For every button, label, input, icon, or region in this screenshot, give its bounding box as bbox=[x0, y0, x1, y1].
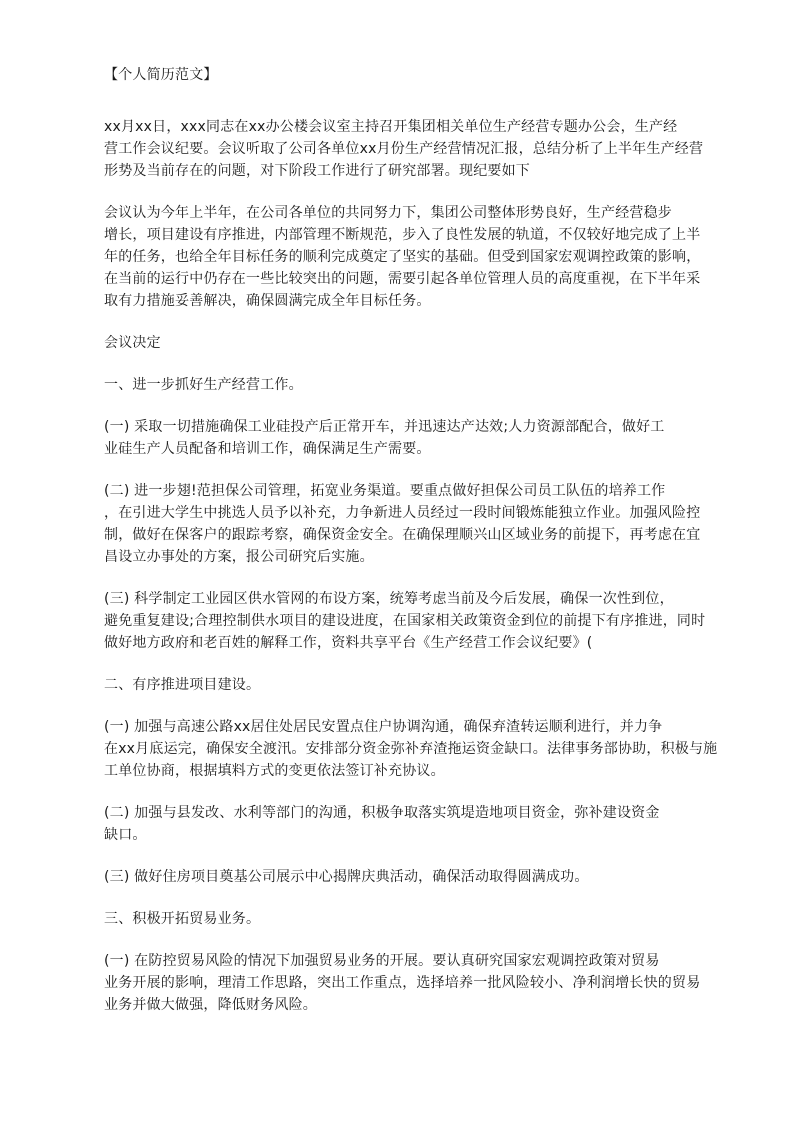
paragraph-gap bbox=[104, 696, 694, 716]
paragraph-line: 三、积极开拓贸易业务。 bbox=[104, 911, 261, 927]
spacer bbox=[104, 86, 694, 116]
document-header: 【个人简历范文】 bbox=[104, 67, 218, 83]
paragraph bbox=[104, 480, 701, 568]
paragraph bbox=[104, 416, 694, 460]
paragraph-line: (一) 加强与高速公路xx居住处居民安置点住户协调沟通，确保弃渣转运顺利进行，并力争 bbox=[104, 719, 663, 735]
document-body bbox=[104, 116, 718, 1016]
paragraph-line: 在当前的运行中仍存在一些比较突出的问题，需要引起各单位管理人员的高度重视，在下半年采 bbox=[104, 271, 701, 287]
paragraph-line: (一) 在防控贸易风险的情况下加强贸易业务的开展。要认真研究国家宏观调控政策对贸易 bbox=[104, 953, 660, 969]
paragraph bbox=[104, 374, 694, 396]
paragraph-gap bbox=[104, 354, 694, 374]
paragraph bbox=[104, 588, 706, 654]
paragraph-line: 避免重复建设;合理控制供水项目的建设进度，在国家相关政策资金到位的前提下有序推进，同时 bbox=[104, 613, 706, 629]
paragraph-gap bbox=[104, 654, 694, 674]
paragraph-gap bbox=[104, 930, 694, 950]
paragraph bbox=[104, 116, 704, 182]
paragraph-line: 在xx月底运完，确保安全渡汛。安排部分资金弥补弃渣拖运资金缺口。法律事务部协助，积极与施 bbox=[104, 741, 718, 757]
paragraph-gap bbox=[104, 568, 694, 588]
paragraph-gap bbox=[104, 846, 694, 866]
paragraph-line: (三) 做好住房项目奠基公司展示中心揭牌庆典活动，确保活动取得圆满成功。 bbox=[104, 869, 589, 885]
paragraph bbox=[104, 332, 694, 354]
paragraph bbox=[104, 674, 694, 696]
paragraph-line: 缺口。 bbox=[104, 827, 147, 843]
paragraph bbox=[104, 802, 694, 846]
paragraph-gap bbox=[104, 460, 694, 480]
paragraph-line: 工单位协商，根据填料方式的变更依法签订补充协议。 bbox=[104, 763, 445, 779]
paragraph-line: 会议认为今年上半年，在公司各单位的共同努力下，集团公司整体形势良好，生产经营稳步 bbox=[104, 205, 672, 221]
paragraph bbox=[104, 908, 694, 930]
paragraph bbox=[104, 950, 701, 1016]
paragraph-line: 业硅生产人员配备和培训工作，确保满足生产需要。 bbox=[104, 441, 431, 457]
paragraph-line: 业务开展的影响，理清工作思路，突出工作重点，选择培养一批风险较小、净利润增长快的贸易 bbox=[104, 975, 701, 991]
paragraph-line: (三) 科学制定工业园区供水管网的布设方案，统筹考虑当前及今后发展，确保一次性到位， bbox=[104, 591, 674, 607]
paragraph-gap bbox=[104, 782, 694, 802]
paragraph-line: 增长，项目建设有序推进，内部管理不断规范，步入了良性发展的轨道，不仅较好地完成了上半 bbox=[104, 227, 701, 243]
paragraph-line: (二) 加强与县发改、水利等部门的沟通，积极争取落实筑堤造地项目资金，弥补建设资金 bbox=[104, 805, 660, 821]
paragraph-line: 一、进一步抓好生产经营工作。 bbox=[104, 377, 303, 393]
paragraph-line: 营工作会议纪要。会议听取了公司各单位xx月份生产经营情况汇报，总结分析了上半年生产经营 bbox=[104, 141, 704, 157]
paragraph bbox=[104, 866, 694, 888]
paragraph-line: 做好地方政府和老百姓的解释工作，资料共享平台《生产经营工作会议纪要》( bbox=[104, 635, 593, 651]
paragraph-line: 二、有序推进项目建设。 bbox=[104, 677, 261, 693]
paragraph-line: 业务并做大做强，降低财务风险。 bbox=[104, 997, 317, 1013]
paragraph-line: 取有力措施妥善解决，确保圆满完成全年目标任务。 bbox=[104, 293, 431, 309]
paragraph-gap bbox=[104, 396, 694, 416]
paragraph-line: 昌设立办事处的方案，报公司研究后实施。 bbox=[104, 549, 374, 565]
paragraph-line: 会议决定 bbox=[104, 335, 161, 351]
paragraph-line: (二) 进一步翅!范担保公司管理，拓宽业务渠道。要重点做好担保公司员工队伍的培养工作 bbox=[104, 483, 666, 499]
paragraph bbox=[104, 202, 701, 312]
paragraph-line: (一) 采取一切措施确保工业硅投产后正常开车，并迅速达产达效;人力资源部配合，做好工 bbox=[104, 419, 665, 435]
document-page bbox=[104, 64, 718, 1016]
paragraph-line: 形势及当前存在的问题，对下阶段工作进行了研究部署。现纪要如下 bbox=[104, 163, 530, 179]
paragraph-line: ，在引进大学生中挑选人员予以补充，力争新进人员经过一段时间锻炼能独立作业。加强风险控 bbox=[104, 505, 701, 521]
paragraph-gap bbox=[104, 888, 694, 908]
paragraph-gap bbox=[104, 182, 694, 202]
paragraph-line: xx月xx日，xxx同志在xx办公楼会议室主持召开集团相关单位生产经营专题办公会，生产经 bbox=[104, 119, 678, 135]
paragraph-gap bbox=[104, 312, 694, 332]
paragraph-line: 制，做好在保客户的跟踪考察，确保资金安全。在确保理顺兴山区域业务的前提下，再考虑在宜 bbox=[104, 527, 701, 543]
paragraph-line: 年的任务，也给全年目标任务的顺利完成奠定了坚实的基础。但受到国家宏观调控政策的影响， bbox=[104, 249, 701, 265]
paragraph bbox=[104, 716, 718, 782]
